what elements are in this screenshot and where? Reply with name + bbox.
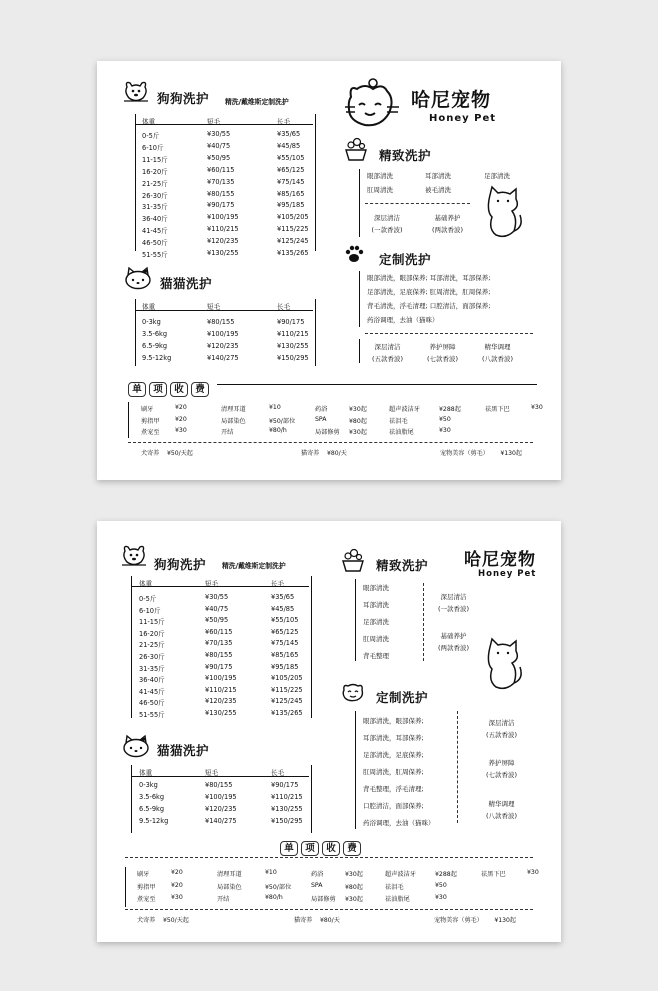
table-cell: ¥35/65	[271, 593, 295, 601]
table-row	[139, 817, 303, 825]
table-cell: ¥30/55	[207, 130, 231, 138]
fee-cell	[531, 416, 551, 425]
table-cell: 51-55斤	[139, 711, 165, 719]
fine-item: 耳部清洗	[425, 172, 451, 180]
custom-care-title: 定制洗护	[379, 252, 432, 267]
fee-cell: ¥80起	[345, 883, 363, 891]
table-cell: 21-25斤	[142, 179, 168, 188]
fee-cell: 刷牙	[137, 871, 150, 878]
fee-cell: 超声波洁牙	[385, 871, 416, 878]
fee-cell: 局部修剪	[315, 429, 340, 436]
custom-line: 背毛整理，浮毛清理;	[363, 785, 424, 793]
custom-line: 耳部清洗，耳部保养;	[363, 734, 424, 742]
fee-cell: SPA	[315, 415, 327, 423]
table-cell: ¥130/255	[207, 249, 239, 257]
table-cell: 16-20斤	[142, 167, 168, 176]
custom-option: 精华调理 (八款香波)	[481, 343, 514, 363]
table-row	[139, 605, 294, 615]
fine-item: 背毛整理	[363, 652, 389, 660]
table-cell: ¥85/165	[271, 651, 299, 659]
lucky-cat-logo-icon	[343, 77, 401, 133]
table-cell: ¥55/105	[277, 153, 305, 162]
dog-section-subtitle: 精洗/戴维斯定制洗护	[222, 562, 286, 570]
table-cell: ¥80/155	[207, 189, 235, 198]
table-cell: ¥120/235	[205, 697, 237, 706]
table-cell: ¥80/155	[205, 781, 233, 789]
table-row	[142, 154, 304, 164]
table-cell: 6-10斤	[142, 143, 164, 152]
table-row	[142, 354, 309, 362]
brand-english: Honey Pet	[429, 113, 497, 124]
fee-cell: ¥288起	[439, 406, 461, 413]
table-row	[142, 190, 304, 200]
fee-cell: 超声波洁牙	[389, 406, 420, 413]
sitting-cat-illustration-icon	[484, 637, 524, 693]
bath-basin-icon	[341, 547, 365, 573]
table-cell: ¥120/235	[207, 341, 239, 350]
fee-cell	[531, 427, 551, 436]
table-cell: 9.5-12kg	[139, 816, 169, 825]
fee-cell: ¥80/h	[269, 427, 287, 434]
fee-cell: 剪指甲	[141, 417, 160, 425]
table-cell: 16-20斤	[139, 629, 165, 638]
table-cell: 6-10斤	[139, 606, 161, 615]
table-cell: ¥55/105	[271, 616, 299, 625]
table-cell: 0-5斤	[142, 132, 160, 140]
custom-option: 精华调理 (八款香波)	[485, 800, 518, 820]
table-cell: 46-50斤	[139, 699, 165, 708]
table-cell: ¥50/95	[205, 616, 229, 625]
table-cell: ¥150/295	[277, 353, 309, 362]
brand-english: Honey Pet	[478, 569, 537, 579]
table-cell: 0-3kg	[142, 318, 161, 326]
table-cell: 0-5斤	[139, 595, 157, 603]
table-cell: ¥40/75	[207, 141, 231, 150]
fee-cell	[527, 894, 547, 903]
custom-line: 肛周清洗，肛周保养;	[363, 768, 424, 776]
fee-cell: 剪指甲	[137, 883, 156, 891]
single-fee-title: 单 项 收 费	[280, 836, 364, 856]
table-cell: 26-30斤	[142, 191, 168, 200]
table-cell: ¥100/195	[205, 792, 237, 801]
table-cell: ¥110/215	[277, 329, 309, 338]
table-cell: ¥70/135	[205, 639, 233, 648]
bottom-fee: 猫寄养 ¥80/天	[301, 450, 347, 457]
table-cell: ¥95/185	[277, 201, 305, 210]
table-row	[142, 130, 300, 140]
fee-cell: 祛黑下巴	[485, 406, 510, 413]
custom-option: 深层清洁 (五款香波)	[371, 343, 404, 363]
table-cell: 3.5-6kg	[142, 329, 168, 338]
single-fee-title: 单 项 收 费	[128, 377, 212, 397]
fine-care-title: 精致洗护	[376, 558, 429, 573]
table-cell: ¥150/295	[271, 816, 303, 825]
table-cell: 41-45斤	[139, 687, 165, 696]
fee-cell: ¥30	[435, 894, 447, 901]
table-cell: 6.5-9kg	[139, 804, 165, 813]
dog-section-title: 狗狗洗护	[157, 91, 210, 106]
custom-line: 背毛清洗，浮毛清理; 口腔清洁，面部保养;	[367, 302, 491, 310]
table-cell: ¥75/145	[277, 177, 305, 186]
table-cell: 36-40斤	[142, 215, 168, 224]
table-row	[139, 651, 298, 661]
table-row	[142, 201, 304, 211]
cat-section-title: 猫猫洗护	[157, 743, 210, 758]
fee-cell: ¥30	[531, 404, 543, 411]
fee-cell: 祛油脂尾	[385, 896, 410, 903]
cat-section-title: 猫猫洗护	[160, 276, 213, 291]
fee-cell: ¥30起	[345, 871, 363, 878]
table-row	[139, 663, 298, 673]
table-cell: 11-15斤	[142, 155, 168, 164]
table-cell: 51-55斤	[142, 251, 168, 259]
table-cell: ¥80/155	[207, 318, 235, 326]
bottom-fee: 猫寄养 ¥80/天	[294, 917, 340, 924]
fee-cell: ¥20	[175, 415, 187, 423]
table-cell: ¥40/75	[205, 604, 229, 613]
fee-cell: ¥80/h	[265, 894, 283, 901]
table-cell: ¥125/245	[277, 237, 309, 246]
fine-option: 基础养护 (两款香波)	[431, 214, 464, 234]
fee-row	[137, 894, 547, 903]
fee-cell: 清理耳道	[217, 871, 242, 878]
custom-option: 养护屏障 (七款香波)	[426, 343, 459, 363]
custom-line: 药浴调理，去油（猫咪）	[363, 819, 435, 827]
custom-line: 眼部清洗，眼部保养;	[363, 717, 424, 725]
table-cell: 6.5-9kg	[142, 341, 168, 350]
fee-cell: ¥30	[175, 427, 187, 434]
fee-cell: 开结	[221, 429, 234, 436]
sitting-cat-illustration-icon	[484, 185, 524, 241]
table-cell: ¥60/115	[207, 165, 235, 174]
fee-row	[141, 427, 551, 436]
table-cell: ¥140/275	[207, 353, 239, 362]
table-cell: ¥60/115	[205, 627, 233, 636]
brand-name: 哈尼宠物	[411, 89, 492, 111]
table-row	[142, 342, 309, 350]
table-cell: ¥110/215	[271, 792, 303, 801]
table-cell: 21-25斤	[139, 641, 165, 650]
table-row	[142, 178, 304, 188]
table-cell: ¥50/95	[207, 153, 231, 162]
custom-option: 养护屏障 (七款香波)	[485, 759, 518, 779]
table-cell: ¥30/55	[205, 593, 229, 601]
custom-line: 口腔清洁，面部保养;	[363, 802, 424, 810]
table-cell: ¥140/275	[205, 816, 237, 825]
menu-card-vertical	[97, 521, 561, 942]
fee-cell	[481, 882, 527, 891]
table-cell: ¥45/85	[277, 141, 301, 150]
fee-cell	[527, 882, 547, 891]
fine-item: 被毛清洗	[425, 186, 451, 194]
table-cell: ¥105/205	[271, 674, 303, 683]
fine-item: 眼部清洗	[367, 172, 393, 180]
fee-cell: ¥30起	[349, 406, 367, 413]
dog-icon	[119, 543, 149, 569]
dog-section-title: 狗狗洗护	[154, 557, 207, 572]
fine-item: 耳部清洗	[363, 601, 389, 609]
table-row	[142, 166, 304, 176]
bottom-fee: 犬寄养 ¥50/天起	[137, 917, 189, 924]
table-cell: ¥105/205	[277, 213, 309, 222]
table-cell: ¥70/135	[207, 177, 235, 186]
fine-item: 肛周清洗	[367, 186, 393, 194]
table-row	[139, 593, 294, 603]
fee-cell: ¥10	[265, 869, 277, 876]
table-cell: ¥65/125	[277, 165, 305, 174]
fee-cell: 局部染色	[221, 417, 246, 425]
table-header: 体重 短毛 长毛	[139, 580, 285, 588]
fee-cell: ¥20	[175, 404, 187, 411]
table-row	[139, 805, 303, 813]
fee-row	[141, 416, 551, 425]
custom-line: 眼部清洗，眼部保养; 耳部清洗，耳部保养;	[367, 274, 491, 282]
dog-section-subtitle: 精洗/戴维斯定制洗护	[225, 98, 289, 106]
fee-row	[137, 869, 547, 878]
table-row	[139, 781, 298, 789]
table-cell: 11-15斤	[139, 618, 165, 627]
table-cell: ¥100/195	[207, 329, 239, 338]
table-header: 体重 短毛 长毛	[142, 118, 291, 126]
fee-cell: ¥50/部位	[265, 883, 292, 891]
table-cell: 0-3kg	[139, 781, 158, 789]
table-cell: 46-50斤	[142, 239, 168, 248]
fee-cell: ¥20	[171, 881, 183, 889]
table-cell: 9.5-12kg	[142, 353, 172, 362]
table-cell: ¥95/185	[271, 662, 299, 671]
fee-cell: ¥30	[439, 427, 451, 434]
fee-cell: ¥20	[171, 869, 183, 876]
fine-care-title: 精致洗护	[379, 148, 432, 163]
custom-line: 足部清洗，足底保养; 肛周清洗，肛周保养;	[367, 288, 491, 296]
table-row	[139, 616, 298, 626]
fee-cell: 祛黑下巴	[481, 871, 506, 878]
table-cell: 31-35斤	[139, 664, 165, 673]
table-cell: ¥90/175	[207, 201, 235, 210]
table-row	[142, 142, 300, 152]
table-cell: ¥130/255	[205, 709, 237, 717]
fine-item: 肛周清洗	[363, 635, 389, 643]
table-row	[139, 628, 298, 638]
custom-care-title: 定制洗护	[376, 690, 429, 705]
table-row	[142, 237, 309, 247]
table-cell: ¥110/215	[207, 225, 239, 234]
fee-cell	[485, 416, 531, 425]
fee-cell: ¥288起	[435, 871, 457, 878]
table-cell: ¥35/65	[277, 130, 301, 138]
fee-cell: 祛油脂尾	[389, 429, 414, 436]
fee-cell: ¥10	[269, 404, 281, 411]
fee-cell: ¥50/部位	[269, 417, 296, 425]
table-cell: ¥115/225	[277, 225, 309, 234]
dog-icon	[121, 79, 151, 105]
fee-row	[141, 404, 551, 413]
fee-cell: 局部染色	[217, 883, 242, 891]
custom-option: 深层清洁 (五款香波)	[485, 719, 518, 739]
fee-cell: SPA	[311, 881, 323, 889]
fee-cell: ¥30	[171, 894, 183, 901]
table-row	[139, 674, 303, 684]
fee-cell: 祛泪毛	[385, 883, 404, 891]
table-cell: ¥100/195	[207, 213, 239, 222]
paw-icon	[344, 244, 364, 264]
fee-row	[137, 882, 547, 891]
table-cell: ¥125/245	[271, 697, 303, 706]
table-cell: 36-40斤	[139, 676, 165, 685]
table-cell: ¥115/225	[271, 685, 303, 694]
table-cell: ¥80/155	[205, 651, 233, 659]
table-row	[139, 709, 303, 719]
fine-item: 眼部清洗	[363, 584, 389, 592]
table-cell: ¥90/175	[205, 662, 233, 671]
table-cell: 41-45斤	[142, 227, 168, 236]
bottom-fee: 宠物美容（剪毛） ¥130起	[434, 917, 516, 924]
table-cell: ¥120/235	[205, 804, 237, 813]
fine-option: 基础养护 (两款香波)	[437, 632, 470, 652]
table-cell: ¥110/215	[205, 685, 237, 694]
table-cell: ¥100/195	[205, 674, 237, 683]
table-cell: 3.5-6kg	[139, 792, 165, 801]
fee-cell: 煮宠至	[141, 429, 160, 436]
fee-cell: ¥30起	[349, 429, 367, 436]
table-row	[139, 686, 303, 696]
fee-cell: ¥80起	[349, 417, 367, 425]
fee-cell: 局部修剪	[311, 896, 336, 903]
bottom-fee: 宠物美容（剪毛） ¥130起	[440, 450, 522, 457]
fine-option: 深层清洁 (一款香波)	[371, 214, 403, 234]
fee-cell	[485, 427, 531, 436]
table-cell: ¥135/265	[271, 709, 303, 717]
table-cell: ¥130/255	[271, 804, 303, 813]
fee-cell: ¥50	[439, 415, 451, 423]
table-cell: ¥90/175	[271, 781, 299, 789]
custom-line: 足部清洗，足底保养;	[363, 751, 424, 759]
brand-name: 哈尼宠物	[464, 550, 536, 570]
fee-cell: 煮宠至	[137, 896, 156, 903]
table-row	[139, 639, 298, 649]
fee-cell: ¥30起	[345, 896, 363, 903]
table-header: 体重 短毛 长毛	[139, 769, 285, 777]
table-cell: ¥45/85	[271, 604, 295, 613]
fine-item: 足部清洗	[363, 618, 389, 626]
hello-kitty-icon	[121, 734, 151, 758]
table-cell: ¥135/265	[277, 249, 309, 257]
fine-option: 深层清洁 (一款香波)	[437, 593, 470, 613]
bottom-fee: 犬寄养 ¥50/天起	[141, 450, 193, 457]
fee-cell	[481, 894, 527, 903]
table-cell: ¥90/175	[277, 318, 305, 326]
table-row	[139, 793, 303, 801]
table-row	[142, 213, 309, 223]
table-cell: 26-30斤	[139, 653, 165, 661]
table-header: 体重 短毛 长毛	[142, 303, 291, 311]
bath-basin-icon	[344, 136, 368, 162]
fee-cell: 刷牙	[141, 406, 154, 413]
table-row	[142, 330, 309, 338]
table-row	[142, 318, 304, 326]
fee-cell: 药浴	[315, 406, 328, 413]
table-cell: ¥130/255	[277, 341, 309, 350]
hello-kitty-icon	[123, 266, 153, 290]
table-cell: ¥120/235	[207, 237, 239, 246]
table-cell: 31-35斤	[142, 203, 168, 212]
fee-cell: 祛泪毛	[389, 417, 408, 425]
fee-cell: 开结	[217, 896, 230, 903]
table-row	[139, 697, 303, 707]
fine-item: 足部清洗	[484, 172, 510, 180]
table-row	[142, 249, 309, 259]
menu-card-horizontal	[97, 61, 561, 480]
fee-cell: 清理耳道	[221, 406, 246, 413]
fee-cell: 药浴	[311, 871, 324, 878]
table-cell: ¥85/165	[277, 189, 305, 198]
fee-cell: ¥50	[435, 881, 447, 889]
table-row	[142, 225, 309, 235]
table-cell: ¥75/145	[271, 639, 299, 648]
table-cell: ¥65/125	[271, 627, 299, 636]
fee-cell: ¥30	[527, 869, 539, 876]
custom-line: 药浴调理，去油（猫咪）	[367, 316, 439, 324]
lucky-cat-icon	[341, 681, 365, 703]
